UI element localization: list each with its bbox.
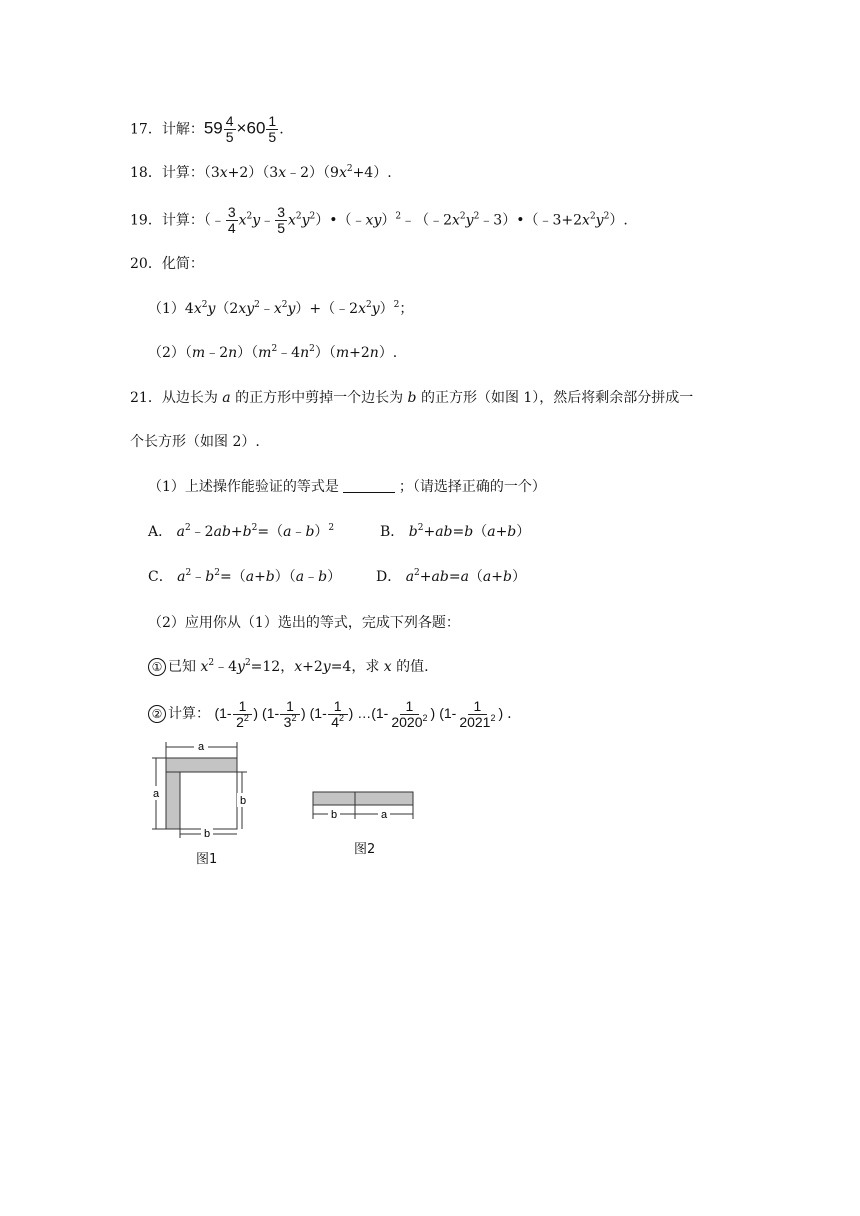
question-21-line-2: 个长方形（如图 2）. [130, 434, 260, 450]
question-21-line-1: 21．从边长为 a 的正方形中剪掉一个边长为 b 的正方形（如图 1），然后将剩余部分拼成一 [130, 390, 694, 406]
term-fraction: $\frac{1}{2020^2}$ [391, 698, 428, 730]
product-term: (1- $\frac{1}{4^2}$ ) [309, 698, 354, 730]
fraction-4-5: $\frac{4}{5}$ [225, 113, 234, 145]
question-21-part-1: （1）上述操作能验证的等式是 ；（请选择正确的一个） [148, 479, 546, 495]
question-18: 18．计算：$(3x+2)(3x﹣2)(9x^2+4)$. [130, 164, 392, 181]
question-20-title: 20．化简： [130, 256, 204, 272]
shaded-top-strip [166, 758, 237, 772]
question-21-sub-1: ① 已知 $x^2﹣4y^2=12$，x+2y=4，求 x 的值. [148, 657, 429, 677]
label-b: b [330, 809, 338, 821]
product-term: (1- $\frac{1}{3^2}$ ) [262, 698, 306, 730]
figure-1-caption: 图1 [196, 852, 218, 867]
shaded-left-strip [166, 772, 180, 829]
fraction-1-5: $\frac{1}{5}$ [268, 113, 277, 145]
label-a-left: a [152, 788, 160, 800]
ellipsis: … [357, 705, 372, 722]
option-b: B． $b^2+ab=b(a+b)$ [380, 523, 531, 540]
question-17: 17．计解：59 $\frac{4}{5}$ ×60 $\frac{1}{5}$ . [130, 113, 284, 145]
label-b-right: b [239, 795, 247, 807]
fraction-3-5: $\frac{3}{5}$ [277, 204, 285, 236]
label-a-top: a [197, 741, 205, 753]
term-fraction: $\frac{1}{4^2}$ [328, 699, 348, 730]
label-a: a [380, 809, 388, 821]
option-a: A． $a^2﹣2ab+b^2=(a﹣b)^2$ [148, 523, 335, 540]
option-d: D． $a^2+ab=a(a+b)$ [376, 568, 526, 585]
term-fraction: $\frac{1}{2^2}$ [233, 699, 253, 730]
term-fraction: $\frac{1}{3^2}$ [280, 699, 300, 730]
product-term: (1- $\frac{1}{2020^2}$ ) [371, 698, 436, 730]
question-19: 19．计算：（﹣ $\frac{3}{4}$ $x^2y﹣$ $\frac{3}{5}$ $x^2y^2)•(﹣xy)^2﹣(﹣2x^2y^2﹣3)•(﹣3+2x^2y^2)$. [130, 204, 628, 236]
option-c: C． $a^2﹣b^2=(a+b)(a﹣b)$ [148, 568, 342, 585]
product-term: (1- $\frac{1}{2021^2}$ ) [439, 698, 504, 730]
answer-blank[interactable] [343, 478, 395, 493]
product-term: (1- $\frac{1}{2^2}$ ) [214, 698, 259, 730]
figure-1 [150, 738, 260, 838]
figure-2-caption: 图2 [354, 842, 376, 857]
question-21-part-2: （2）应用你从（1）选出的等式，完成下列各题： [148, 615, 460, 631]
question-20-part-1: $(1)4x^2y(2xy^2﹣x^2y)+(﹣2x^2y)^2$； [148, 300, 414, 317]
fraction-3-4: $\frac{3}{4}$ [227, 204, 236, 236]
term-fraction: $\frac{1}{2021^2}$ [459, 698, 496, 730]
label-b-bottom: b [203, 828, 211, 838]
question-20-part-2: $(2)(m﹣2n)(m^2﹣4n^2)(m+2n)$. [148, 344, 398, 361]
question-21-sub-2: ② 计算： (1- $\frac{1}{2^2}$ ) (1- $\frac{1}{3^2}$ ) (1- $\frac{1}{4^2}$ ) …(1- $\frac{1}{2020^2}$ ) (1- $\frac{1}{2021^2}$ ) . [148, 699, 512, 730]
figure-2 [308, 788, 418, 824]
rectangle-strip [313, 792, 413, 805]
